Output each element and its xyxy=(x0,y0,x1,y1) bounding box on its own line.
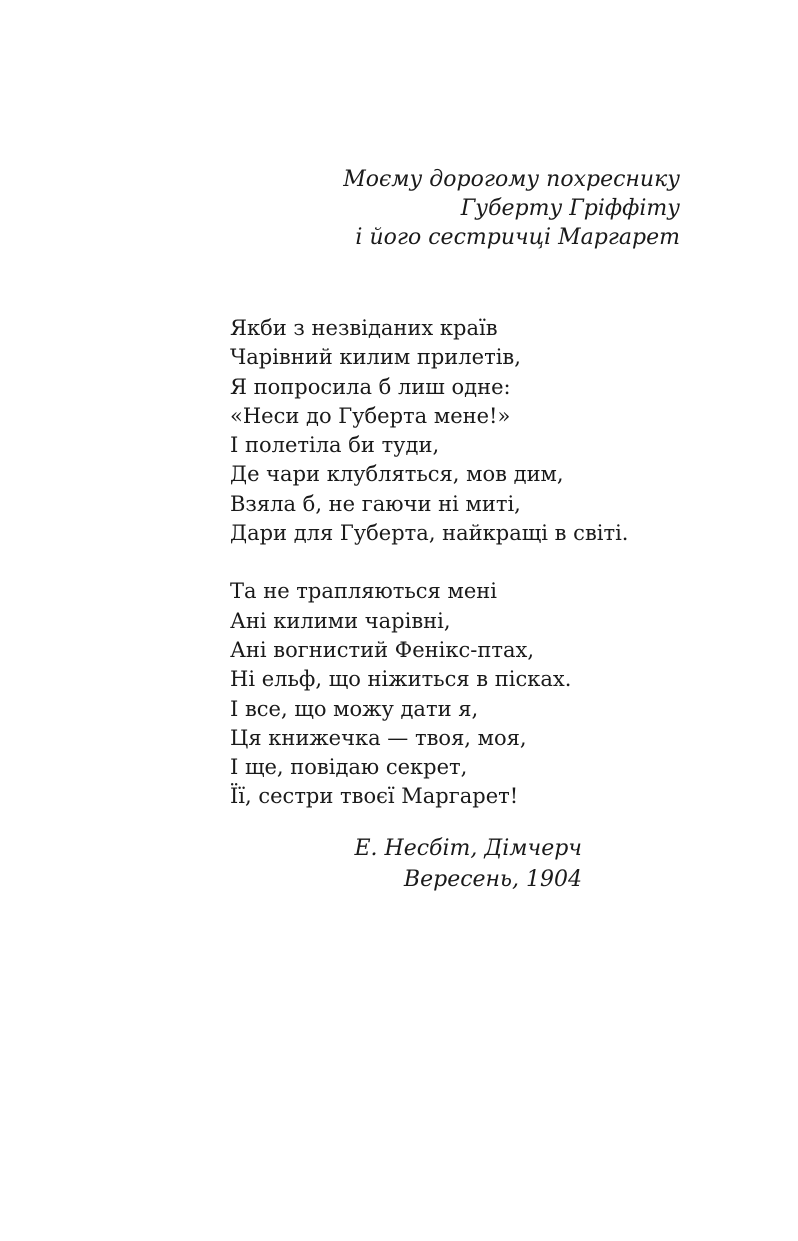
poem-line: Ані килими чарівні, xyxy=(230,608,451,633)
dedication-line: і його сестричці Маргарет xyxy=(355,225,680,250)
dedication-line: Моєму дорогому похреснику xyxy=(343,167,680,192)
poem-line: Чарівний килим прилетів, xyxy=(230,345,521,370)
poem-line: Її, сестри твоєї Маргарет! xyxy=(230,784,519,809)
poem-line: «Неси до Губерта мене!» xyxy=(230,403,511,428)
poem-line: І все, що можу дати я, xyxy=(230,696,479,721)
poem-line: Якби з незвіданих країв xyxy=(230,316,498,340)
poem-line: Де чари клубляться, мов дим, xyxy=(230,462,564,487)
poem-line: Я попросила б лиш одне: xyxy=(230,374,511,399)
poem-line: І полетіла би туди, xyxy=(230,433,440,458)
poem-line: І ще, повідаю секрет, xyxy=(230,755,468,780)
poem-line: Ні ельф, що ніжиться в пісках. xyxy=(230,667,572,692)
poem-line: Взяла б, не гаючи ні миті, xyxy=(230,491,521,516)
dedication-line: Губерту Гріффіту xyxy=(460,196,680,221)
poem xyxy=(230,314,710,812)
poem-line: Ані вогнистий Фенікс-птах, xyxy=(230,637,535,662)
poem-line: Та не трапляються мені xyxy=(230,579,497,604)
signature-date: Вересень, 1904 xyxy=(403,867,582,892)
dedication xyxy=(220,165,680,252)
poem-stanza-1 xyxy=(230,314,710,548)
poem-stanza-2 xyxy=(230,577,710,811)
poem-line: Дари для Губерта, найкращі в світі. xyxy=(230,521,629,546)
poem-line: Ця книжечка — твоя, моя, xyxy=(230,725,527,750)
signature xyxy=(300,833,582,895)
signature-author-place: Е. Несбіт, Дімчерч xyxy=(354,836,582,861)
